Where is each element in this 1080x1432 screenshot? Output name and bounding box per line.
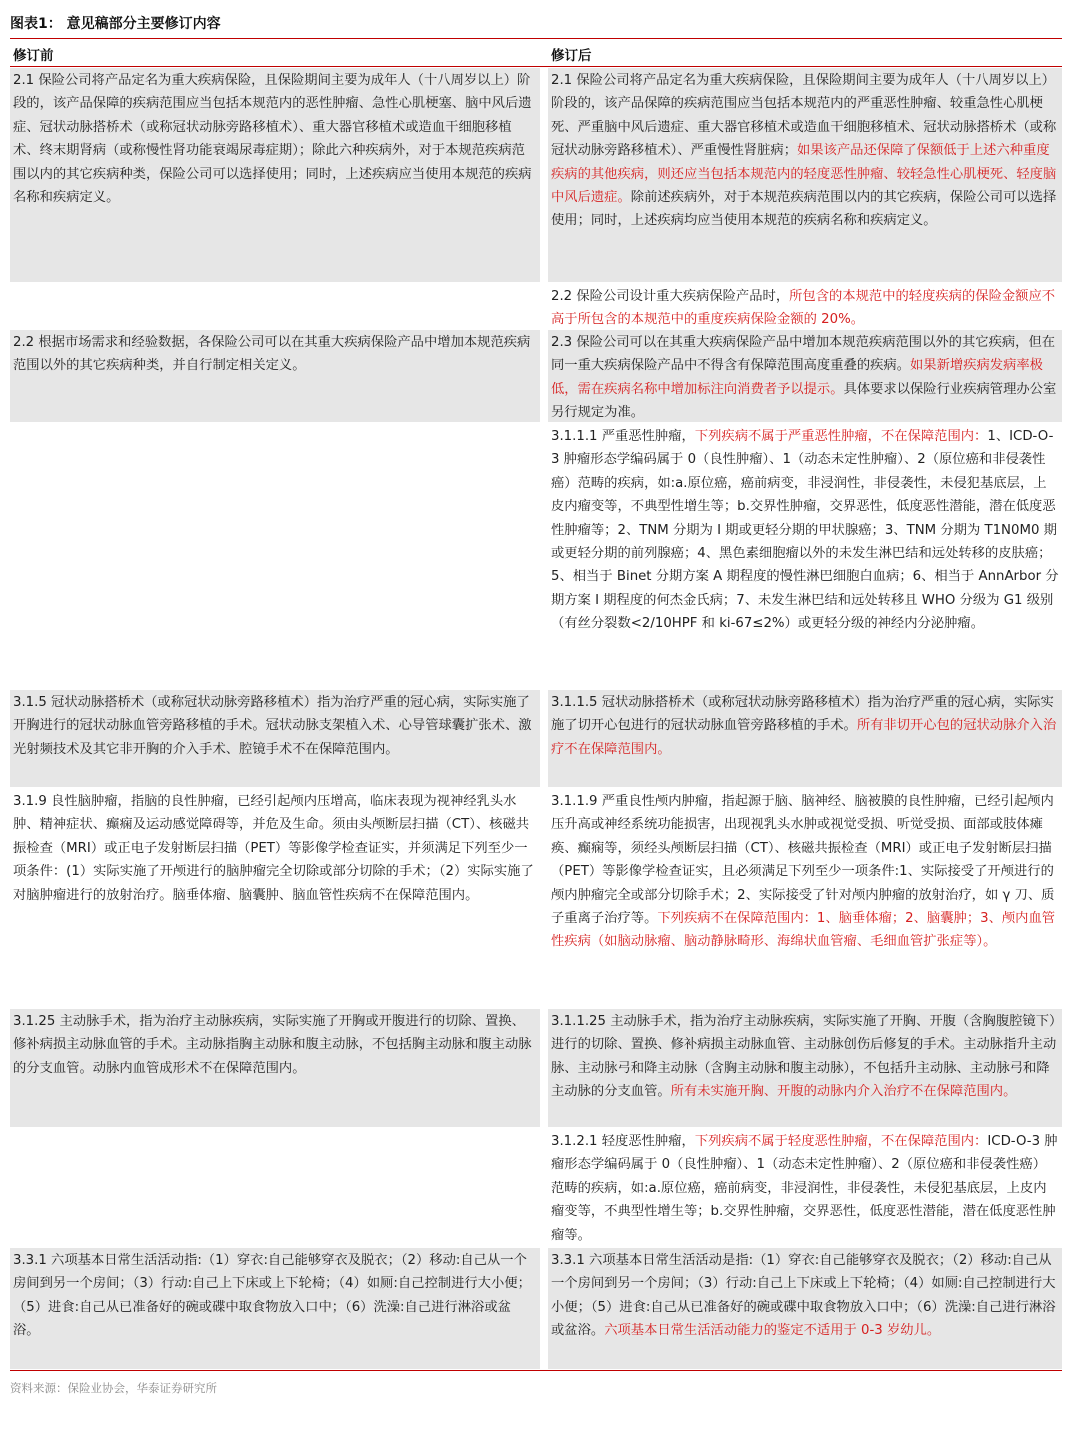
table-row (10, 330, 1062, 422)
cell-after: 3.1.1.9 严重良性颅内肿瘤，指起源于脑、脑神经、脑被膜的良性肿瘤，已经引起颅内压升高或神经系统功能损害，出现视乳头水肿或视觉受损、听觉受损、面部或肢体瘫痪、癫痫等，须经头颅断层扫描（CT）、核磁共振检查（MRI）或正电子发射断层扫描（PET）等影像学检查证实，且必须满足下列至少一项条件:1、实际接受了开颅进行的颅内肿瘤完全或部分切除手术；2、实际接受了针对颅内肿瘤的放射治疗，如 γ 刀、质子重离子治疗等。下列疾病不在保障范围内：1、脑垂体瘤；2、脑囊肿；3、颅内血管性疾病（如脑动脉瘤、脑动静脉畸形、海绵状血管瘤、毛细血管扩张症等）。 (551, 794, 1056, 950)
revision-highlight: 所有非切开心包的冠状动脉介入治疗不在保障范围内。 (551, 718, 1057, 757)
revision-highlight: 如果新增疾病发病率极低，需在疾病名称中增加标注向消费者予以提示。 (551, 358, 1043, 397)
cell-before (10, 284, 540, 328)
cell-before: 2.1 保险公司将产品定名为重大疾病保险，且保险期间主要为成年人（十八周岁以上）阶段的，该产品保障的疾病范围应当包括本规范内的恶性肿瘤、急性心肌梗塞、脑中风后遗症、冠状动脉搭桥术（或称冠状动脉旁路移植术）、重大器官移植术或造血干细胞移植术、终末期肾病（或称慢性肾功能衰竭尿毒症期）；除此六种疾病外，对于本规范疾病范围以内的其它疾病种类，保险公司可以选择使用；同时，上述疾病应当使用本规范的疾病名称和疾病定义。 (10, 68, 540, 282)
revision-highlight: 下列疾病不属于严重恶性肿瘤，不在保障范围内： (694, 429, 988, 444)
cell-before: 3.1.25 主动脉手术，指为治疗主动脉疾病，实际实施了开胸或开腹进行的切除、置换、修补病损主动脉血管的手术。主动脉指胸主动脉和腹主动脉，不包括胸主动脉和腹主动脉的分支血管。动脉内血管成形术不在保障范围内。 (10, 1009, 540, 1127)
cell-after: 3.1.1.1 严重恶性肿瘤，下列疾病不属于严重恶性肿瘤，不在保障范围内：1、ICD-O-3 肿瘤形态学编码属于 0（良性肿瘤）、1（动态未定性肿瘤）、2（原位癌和非侵袭性癌）范畴的疾病，如:a.原位癌，癌前病变，非浸润性，非侵袭性，未侵犯基底层，上皮内瘤变等，不典型性增生等；b.交界性肿瘤，交界恶性，低度恶性潜能，潜在低度恶性肿瘤等；2、TNM 分期为 I 期或更轻分期的甲状腺癌；3、TNM 分期为 T1N0M0 期或更轻分期的前列腺癌；4、黑色素细胞瘤以外的未发生淋巴结和远处转移的皮肤癌；5、相当于 Binet 分期方案 A 期程度的慢性淋巴细胞白血病；6、相当于 AnnArbor 分期方案 I 期程度的何杰金氏病；7、未发生淋巴结和远处转移且 WHO 分级为 G1 级别（有丝分裂数<2/10HPF 和 ki-67≤2%）或更轻分级的神经内分泌肿瘤。 (551, 429, 1059, 632)
table-row (10, 690, 1062, 787)
table-row (10, 789, 1062, 1007)
header-after: 修订后 (551, 48, 592, 64)
cell-before: 3.1.5 冠状动脉搭桥术（或称冠状动脉旁路移植术）指为治疗严重的冠心病，实际实施了开胸进行的冠状动脉血管旁路移植的手术。冠状动脉支架植入术、心导管球囊扩张术、激光射频技术及其它非开胸的介入手术、腔镜手术不在保障范围内。 (10, 690, 540, 787)
figure-title: 图表1： 意见稿部分主要修订内容 (10, 16, 221, 32)
cell-after: 3.1.2.1 轻度恶性肿瘤，下列疾病不属于轻度恶性肿瘤，不在保障范围内：ICD-O-3 肿瘤形态学编码属于 0（良性肿瘤）、1（动态未定性肿瘤）、2（原位癌和非侵袭性癌）范畴的疾病，如:a.原位癌，癌前病变，非浸润性，非侵袭性，未侵犯基底层，上皮内瘤变等，不典型性增生等；b.交界性肿瘤，交界恶性，低度恶性潜能，潜在低度恶性肿瘤等。 (551, 1134, 1058, 1243)
revision-highlight: 如果该产品还保障了保额低于上述六种重度疾病的其他疾病，则还应当包括本规范内的轻度恶性肿瘤、较轻急性心肌梗死、轻度脑中风后遗症。 (551, 143, 1057, 206)
cell-before: 3.1.9 良性脑肿瘤，指脑的良性肿瘤，已经引起颅内压增高，临床表现为视神经乳头水肿、精神症状、癫痫及运动感觉障碍等，并危及生命。须由头颅断层扫描（CT）、核磁共振检查（MRI）或正电子发射断层扫描（PET）等影像学检查证实，并须满足下列至少一项条件：(1）实际实施了开颅进行的脑肿瘤完全切除或部分切除的手术；（2）实际实施了对脑肿瘤进行的放射治疗。脑垂体瘤、脑囊肿、脑血管性疾病不在保障范围内。 (13, 794, 534, 903)
table-row (10, 1009, 1062, 1127)
revision-highlight: 六项基本日常生活活动能力的鉴定不适用于 0-3 岁幼儿。 (604, 1323, 941, 1339)
cell-before: 3.3.1 六项基本日常生活活动指:（1）穿衣:自己能够穿衣及脱衣；（2）移动:自己从一个房间到另一个房间；（3）行动:自己上下床或上下轮椅；（4）如厕:自己控制进行大小便；（5）进食:自己从已准备好的碗或碟中取食物放入口中；（6）洗澡:自己进行淋浴或盆浴。 (10, 1248, 540, 1369)
cell-after: 2.2 保险公司设计重大疾病保险产品时，所包含的本规范中的轻度疾病的保险金额应不高于所包含的本规范中的重度疾病保险金额的 20%。 (551, 289, 1056, 328)
table-row (10, 424, 1062, 688)
cell-before (10, 424, 540, 688)
cell-before (10, 1129, 540, 1246)
cell-after: 2.1 保险公司将产品定名为重大疾病保险，且保险期间主要为成年人（十八周岁以上）阶段的，该产品保障的疾病范围应当包括本规范内的严重恶性肿瘤、较重急性心肌梗死、严重脑中风后遗症、重大器官移植术或造血干细胞移植术、冠状动脉搭桥术（或称冠状动脉旁路移植术）、严重慢性肾脏病；如果该产品还保障了保额低于上述六种重度疾病的其他疾病，则还应当包括本规范内的轻度恶性肿瘤、较轻急性心肌梗死、轻度脑中风后遗症。除前述疾病外，对于本规范疾病范围以内的其它疾病，保险公司可以选择使用；同时，上述疾病均应当使用本规范的疾病名称和疾病定义。 (548, 68, 1062, 282)
revision-highlight: 所包含的本规范中的轻度疾病的保险金额应不高于所包含的本规范中的重度疾病保险金额的 20%。 (551, 289, 1056, 328)
revision-highlight: 所有未实施开胸、开腹的动脉内介入治疗不在保障范围内。 (670, 1084, 1017, 1100)
table-row (10, 68, 1062, 282)
table-header (10, 40, 1062, 64)
table-row (10, 1248, 1062, 1369)
cell-after: 3.1.1.5 冠状动脉搭桥术（或称冠状动脉旁路移植术）指为治疗严重的冠心病，实际实施了切开心包进行的冠状动脉血管旁路移植的手术。所有非切开心包的冠状动脉介入治疗不在保障范围内。 (548, 690, 1062, 787)
header-before: 修订前 (13, 48, 54, 64)
revision-highlight: 下列疾病不在保障范围内：1、脑垂体瘤；2、脑囊肿；3、颅内血管性疾病（如脑动脉瘤、脑动静脉畸形、海绵状血管瘤、毛细血管扩张症等）。 (551, 911, 1056, 950)
header-divider (10, 66, 1062, 67)
title-divider (10, 38, 1062, 39)
source-note: 资料来源：保险业协会，华泰证券研究所 (10, 1381, 217, 1395)
revision-highlight: 下列疾病不属于轻度恶性肿瘤，不在保障范围内： (694, 1134, 988, 1149)
table-row (10, 1129, 1062, 1246)
cell-before: 2.2 根据市场需求和经验数据，各保险公司可以在其重大疾病保险产品中增加本规范疾病范围以外的其它疾病种类，并自行制定相关定义。 (10, 330, 540, 422)
footer-divider (10, 1370, 1062, 1371)
cell-after: 2.3 保险公司可以在其重大疾病保险产品中增加本规范疾病范围以外的其它疾病，但在同一重大疾病保险产品中不得含有保障范围高度重叠的疾病。如果新增疾病发病率极低，需在疾病名称中增加标注向消费者予以提示。具体要求以保险行业疾病管理办公室另行规定为准。 (548, 330, 1062, 422)
table-row (10, 284, 1062, 328)
cell-after: 3.1.1.25 主动脉手术，指为治疗主动脉疾病，实际实施了开胸、开腹（含胸腹腔镜下）进行的切除、置换、修补病损主动脉血管、主动脉创伤后修复的手术。主动脉指升主动脉、主动脉弓和降主动脉（含胸主动脉和腹主动脉），不包括升主动脉、主动脉弓和降主动脉的分支血管。所有未实施开胸、开腹的动脉内介入治疗不在保障范围内。 (548, 1009, 1062, 1127)
cell-after: 3.3.1 六项基本日常生活活动是指:（1）穿衣:自己能够穿衣及脱衣；（2）移动:自己从一个房间到另一个房间；（3）行动:自己上下床或上下轮椅；（4）如厕:自己控制进行大小便；（5）进食:自己从已准备好的碗或碟中取食物放入口中；（6）洗澡:自己进行淋浴或盆浴。六项基本日常生活活动能力的鉴定不适用于 0-3 岁幼儿。 (548, 1248, 1062, 1369)
